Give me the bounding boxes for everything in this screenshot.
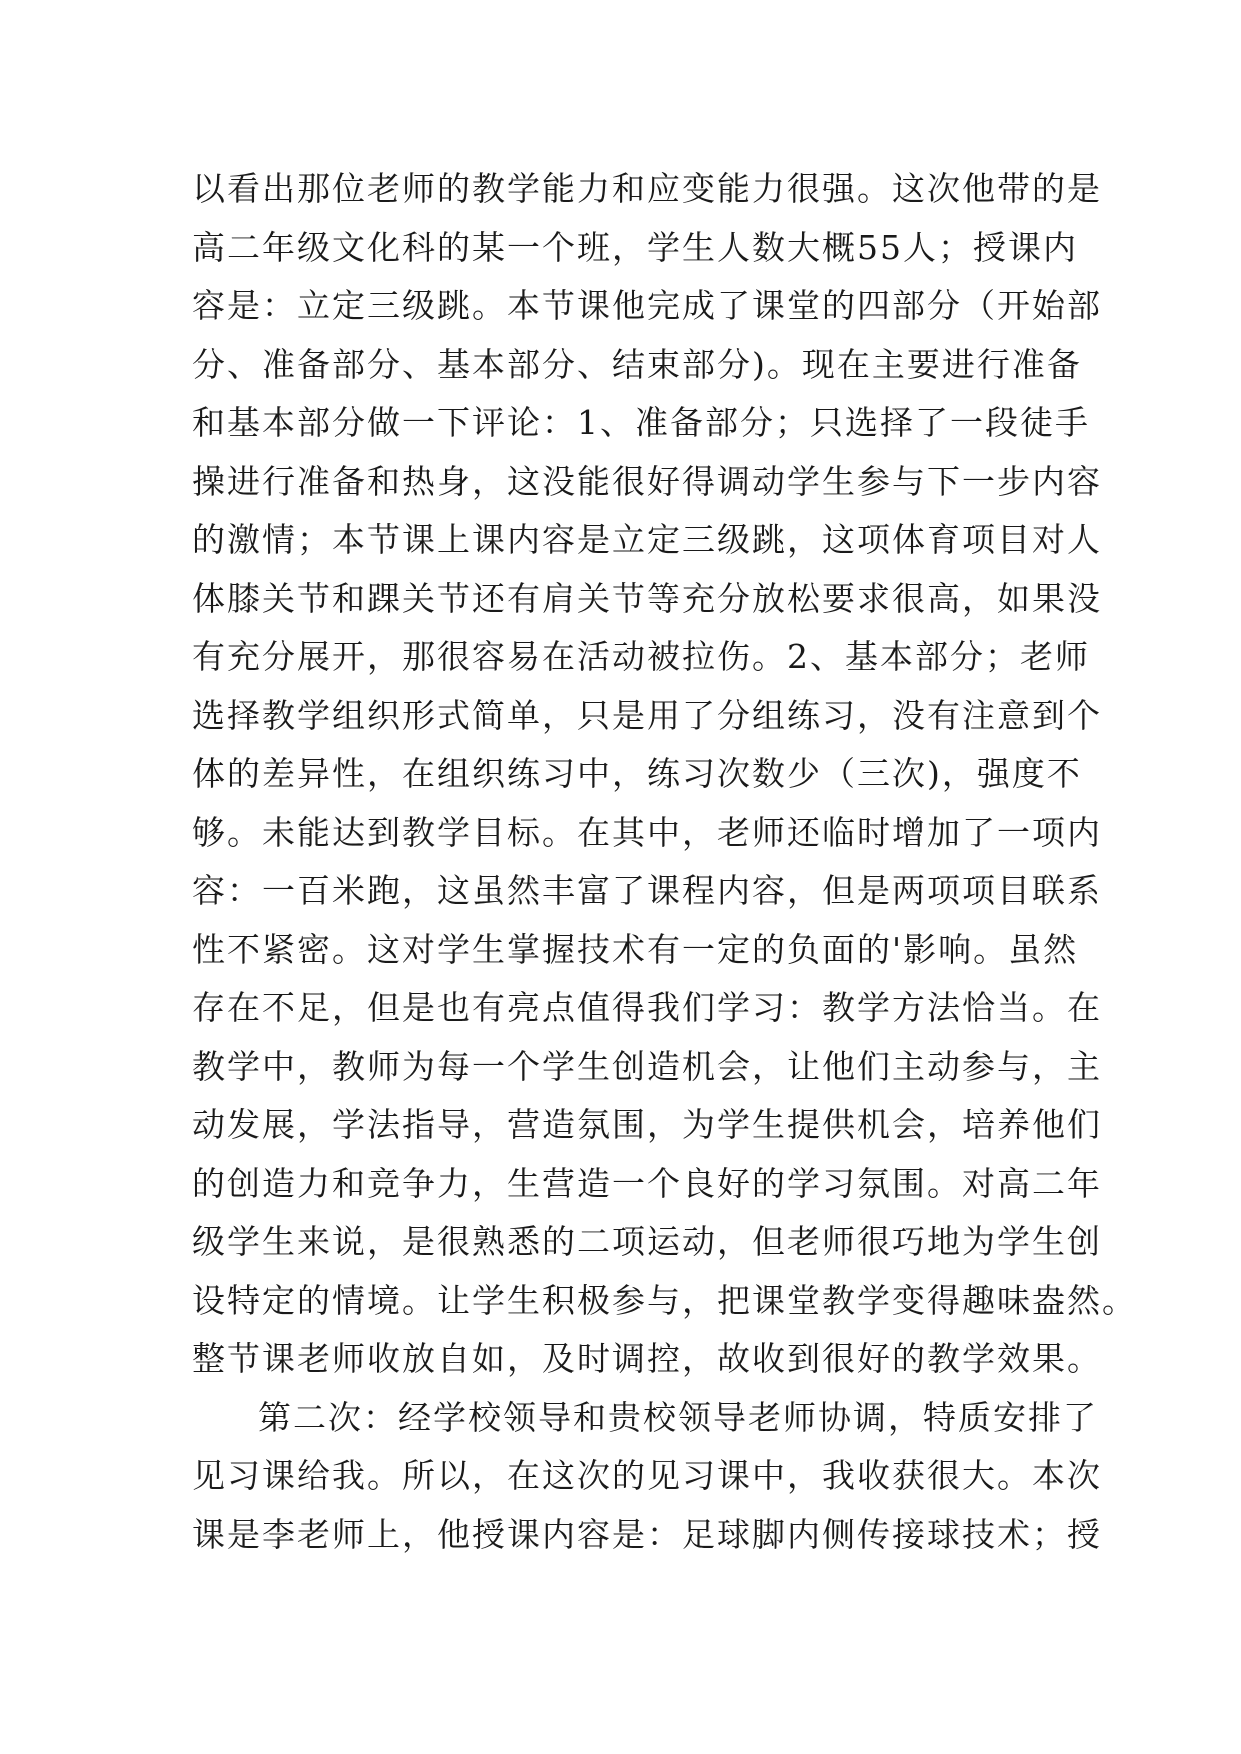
body-text — [192, 160, 1137, 1564]
text-line: 第二次：经学校领导和贵校领导老师协调，特质安排了 — [258, 1397, 1098, 1437]
text-line: 教学中，教师为每一个学生创造机会，让他们主动参与，主 — [192, 1046, 1102, 1086]
text-line: 分、准备部分、基本部分、结束部分)。现在主要进行准备 — [192, 344, 1082, 384]
text-line: 见习课给我。所以，在这次的见习课中，我收获很大。本次 — [192, 1456, 1102, 1495]
text-line: 存在不足，但是也有亮点值得我们学习：教学方法恰当。在 — [192, 988, 1102, 1027]
text-line: 设特定的情境。让学生积极参与，把课堂教学变得趣味盎然。 — [192, 1280, 1137, 1320]
text-line: 整节课老师收放自如，及时调控，故收到很好的教学效果。 — [192, 1339, 1102, 1378]
text-line: 够。未能达到教学目标。在其中，老师还临时增加了一项内 — [192, 812, 1102, 852]
text-line: 体的差异性，在组织练习中，练习次数少（三次)，强度不 — [192, 754, 1082, 793]
text-line: 性不紧密。这对学生掌握技术有一定的负面的'影响。虽然 — [192, 929, 1079, 969]
text-line: 容：一百米跑，这虽然丰富了课程内容，但是两项项目联系 — [192, 871, 1102, 910]
text-line: 的激情；本节课上课内容是立定三级跳，这项体育项目对人 — [192, 520, 1102, 559]
text-line: 操进行准备和热身，这没能很好得调动学生参与下一步内容 — [192, 461, 1102, 501]
text-line: 容是：立定三级跳。本节课他完成了课堂的四部分（开始部 — [192, 286, 1102, 325]
text-line: 课是李老师上，他授课内容是：足球脚内侧传接球技术；授 — [192, 1514, 1102, 1554]
text-line: 选择教学组织形式简单，只是用了分组练习，没有注意到个 — [192, 695, 1102, 735]
text-line: 的创造力和竞争力，生营造一个良好的学习氛围。对高二年 — [192, 1163, 1102, 1203]
text-line: 动发展，学法指导，营造氛围，为学生提供机会，培养他们 — [192, 1105, 1102, 1144]
text-line: 和基本部分做一下评论：1、准备部分；只选择了一段徒手 — [192, 403, 1090, 442]
text-line: 体膝关节和踝关节还有肩关节等充分放松要求很高，如果没 — [192, 578, 1102, 618]
text-line: 级学生来说，是很熟悉的二项运动，但老师很巧地为学生创 — [192, 1222, 1102, 1261]
text-line: 有充分展开，那很容易在活动被拉伤。2、基本部分；老师 — [192, 637, 1090, 676]
text-line: 高二年级文化科的某一个班，学生人数大概55人；授课内 — [192, 227, 1078, 267]
text-line: 以看出那位老师的教学能力和应变能力很强。这次他带的是 — [192, 169, 1102, 208]
